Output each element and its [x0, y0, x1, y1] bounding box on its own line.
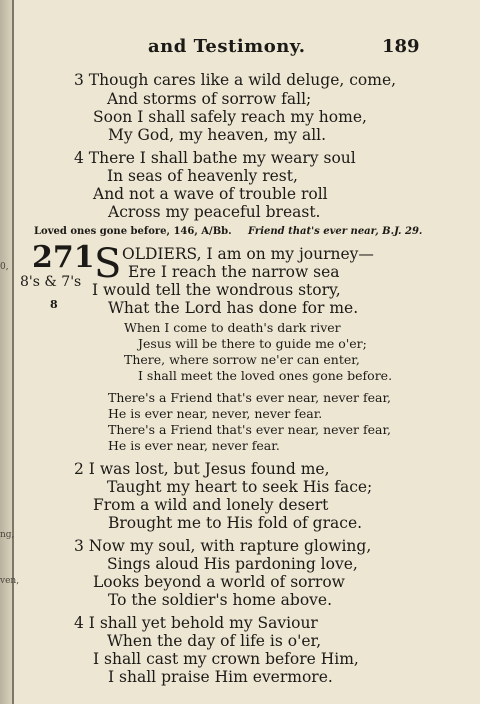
hymn-number: 271 — [32, 240, 95, 275]
margin-mark: ng, — [0, 530, 15, 540]
chorus-line: Jesus will be there to guide me o'er; — [138, 336, 367, 351]
verse-line: 4 I shall yet behold my Saviour — [74, 614, 318, 632]
verse-line: Taught my heart to seek His face; — [107, 478, 373, 496]
chorus-line: He is ever near, never, never fear. — [108, 406, 323, 421]
verse-line: 2 I was lost, but Jesus found me, — [74, 460, 330, 478]
page-number: 189 — [382, 36, 420, 57]
drop-cap: S — [94, 241, 122, 287]
verse-line: From a wild and lonely desert — [93, 496, 329, 514]
tune-reference-right: Friend that's ever near, B.J. 29. — [248, 226, 423, 237]
verse-line: And not a wave of trouble roll — [93, 185, 328, 203]
verse-line: 3 Now my soul, with rapture glowing, — [74, 537, 372, 555]
tune-reference-left: Loved ones gone before, 146, A/Bb. — [34, 226, 232, 237]
verse-line: Sings aloud His pardoning love, — [107, 555, 358, 573]
verse-line: Across my peaceful breast. — [108, 203, 321, 221]
margin-mark: ven, — [0, 576, 20, 586]
verse-line: What the Lord has done for me. — [108, 299, 359, 317]
verse-line: Looks beyond a world of sorrow — [93, 573, 345, 591]
verse-line: Brought me to His fold of grace. — [108, 514, 363, 532]
verse-line: OLDIERS, I am on my journey— — [122, 245, 374, 263]
verse-line: To the soldier's home above. — [108, 591, 333, 609]
chorus-line: I shall meet the loved ones gone before. — [138, 368, 393, 383]
chorus-line: There, where sorrow ne'er can enter, — [124, 352, 360, 367]
chorus-line: There's a Friend that's ever near, never fear, — [108, 422, 392, 437]
chorus-line: There's a Friend that's ever near, never fear, — [108, 390, 392, 405]
verse-line: Soon I shall safely reach my home, — [93, 108, 367, 126]
margin-mark: 0, — [0, 262, 9, 272]
verse-line: Ere I reach the narrow sea — [128, 263, 340, 281]
verse-line: My God, my heaven, my all. — [108, 126, 327, 144]
chorus-line: When I come to death's dark river — [124, 320, 341, 335]
verse-line: In seas of heavenly rest, — [107, 167, 298, 185]
verse-line: I shall cast my crown before Him, — [93, 650, 359, 668]
verse-line: 3 Though cares like a wild deluge, come, — [74, 71, 397, 89]
hymn-key: 8 — [50, 298, 58, 311]
chorus-line: He is ever near, never fear. — [108, 438, 280, 453]
verse-line: And storms of sorrow fall; — [107, 90, 312, 108]
verse-line: I shall praise Him evermore. — [108, 668, 333, 686]
hymn-meter: 8's & 7's — [20, 274, 82, 290]
verse-line: When the day of life is o'er, — [107, 632, 322, 650]
verse-line: 4 There I shall bathe my weary soul — [74, 149, 356, 167]
verse-line: I would tell the wondrous story, — [92, 281, 341, 299]
running-header: and Testimony. — [148, 36, 306, 57]
